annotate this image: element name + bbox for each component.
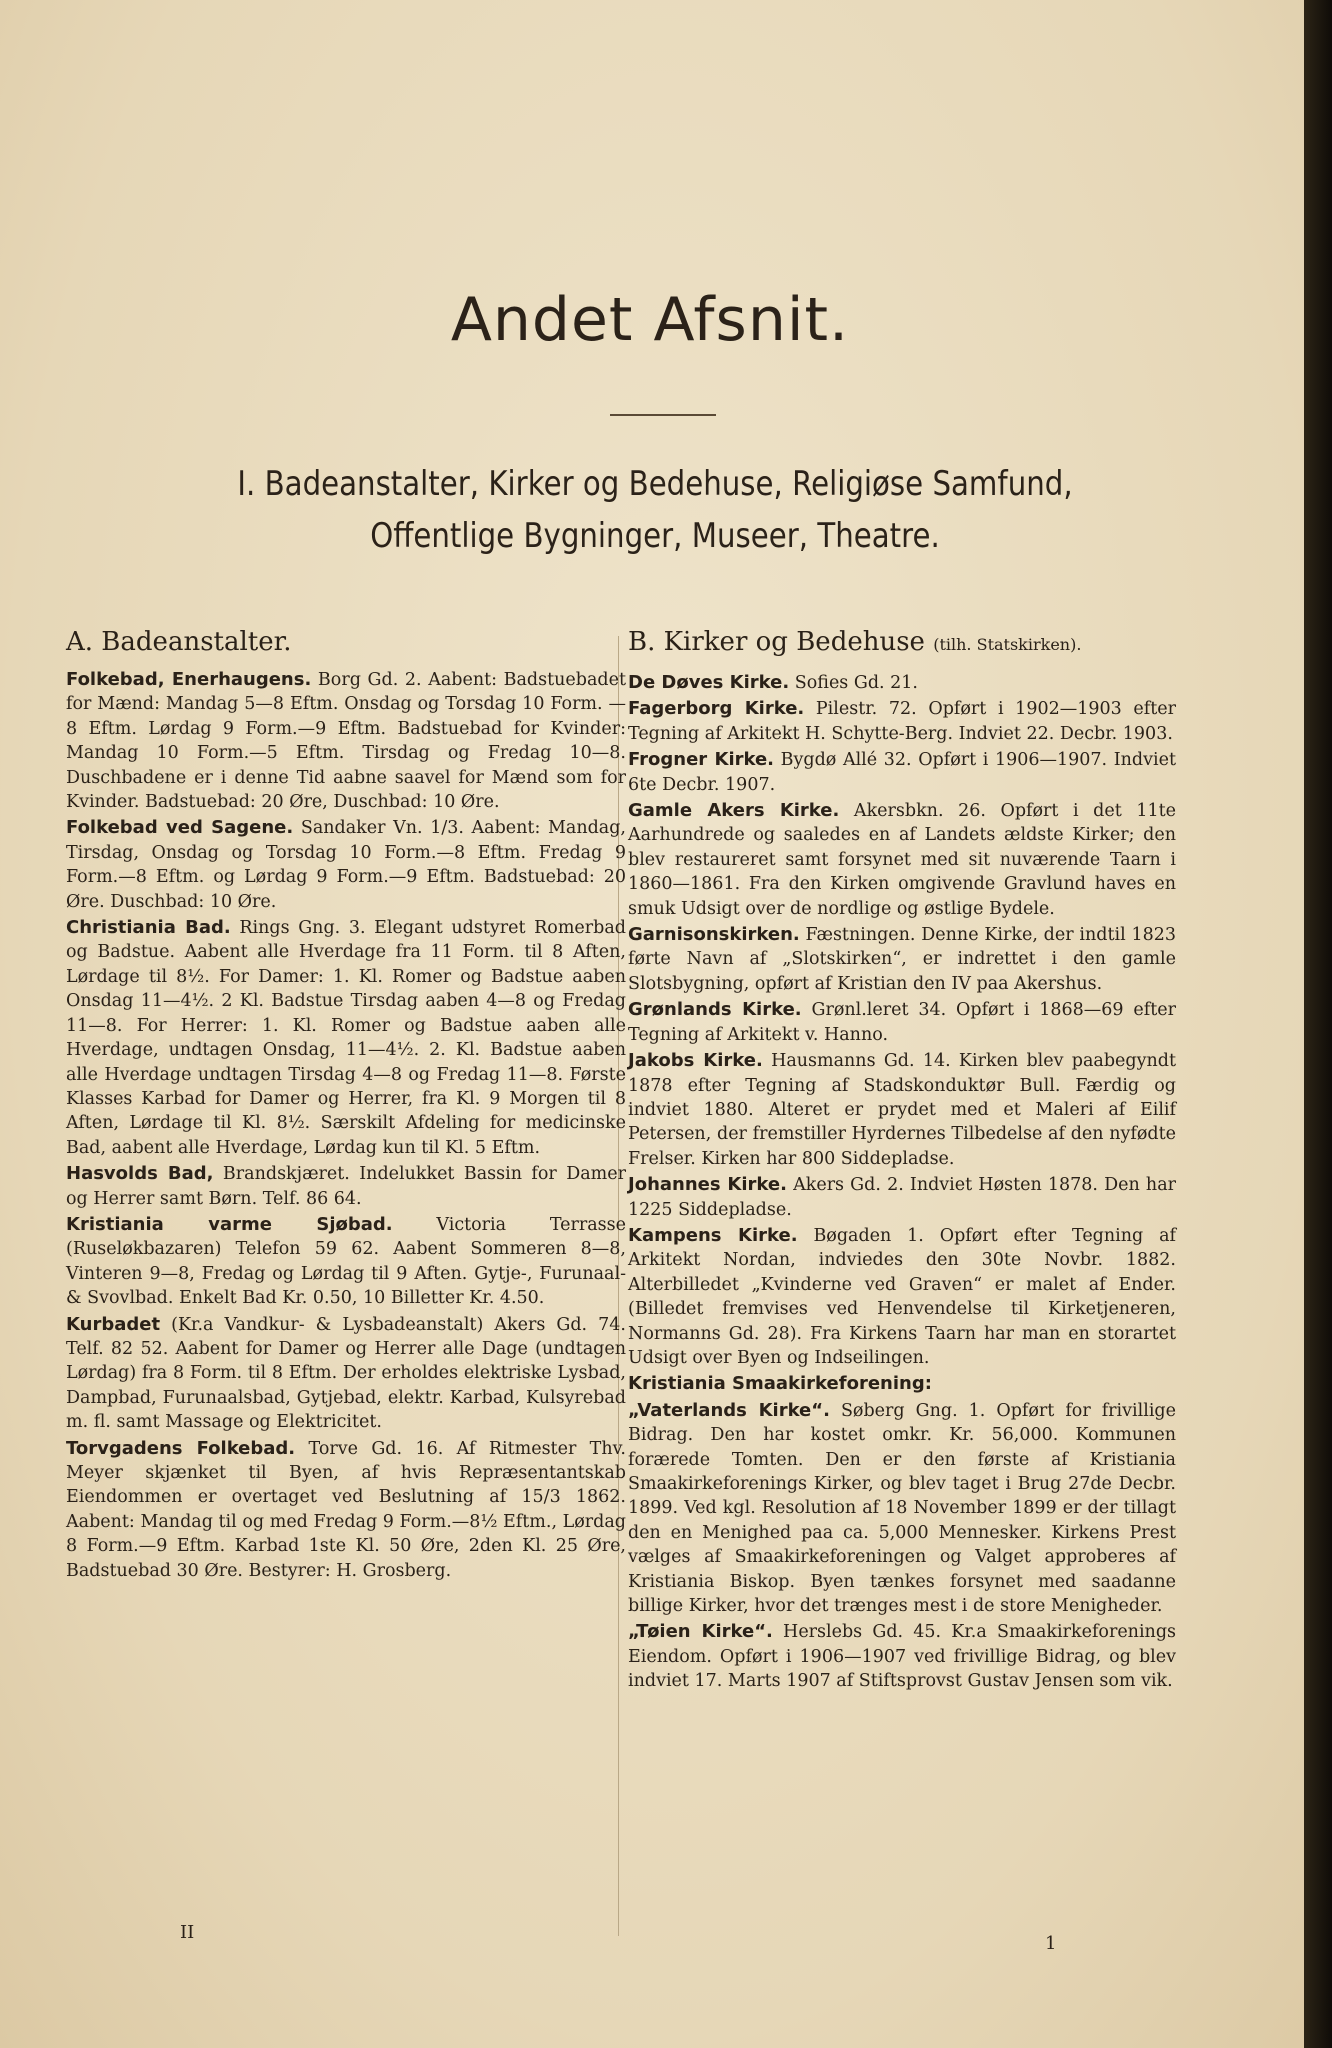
entry-name: Christiania Bad. [66, 917, 231, 939]
entry [628, 1620, 1176, 1693]
entry [628, 1399, 1176, 1619]
entry-text: Bygdø Allé 32. Opført i 1906—1907. Indviet 6te Decbr. 1907. [628, 750, 1176, 795]
entry-name: Kampens Kirke. [628, 1224, 798, 1246]
entry-text: Sandaker Vn. 1/3. Aabent: Mandag, Tirsdag, Onsdag og Torsdag 10 Form.—8 Eftm. Fredag 9 Form.—8 Eftm. og Lørdag 9 Form.—9 Eftm. Badstuebad: 20 Øre. Duschbad: 10 Øre. [66, 818, 626, 912]
entry [66, 1213, 626, 1311]
entry-text: Grønl.leret 34. Opført i 1868—69 efter Tegning af Arkitekt v. Hanno. [628, 1000, 1176, 1045]
page-marker-right: 1 [1045, 1933, 1057, 1954]
left-column [66, 626, 626, 1585]
entry-text: Akers Gd. 2. Indviet Høsten 1878. Den har 1225 Siddepladse. [628, 1175, 1176, 1220]
entry-text: Rings Gng. 3. Elegant udstyret Romerbad og Badstue. Aabent alle Hverdage fra 11 Form. til 8 Aften, Lørdage til 8½. For Damer: 1. Kl. Romer og Badstue aaben Onsdag 11—4½. 2 Kl. Badstue Tirsdag aaben 4—8 og Fredag 11—8. For Herrer: 1. Kl. Romer og Badstue aaben alle Hverdage, undtagen Onsdag, 11—4½. 2. Kl. Badstue aaben alle Hverdage undtagen Tirsdag 4—8 og Fredag 11—8. Første Klasses Karbad for Damer og Herrer, fra Kl. 9 Morgen til 8 Aften, Lørdage til Kl. 8½. Særskilt Afdeling for medicinske Bad, aabent alle Hverdage, Lørdag kun til Kl. 5 Eftm. [66, 918, 626, 1158]
entry-text: Victoria Terrasse (Ruseløkbazaren) Telefon 59 62. Aabent Sommeren 8—8, Vinteren 9—8, Fredag og Lørdag til 9 Aften. Gytje-, Furunaal- & Svovlbad. Enkelt Bad Kr. 0.50, 10 Billetter Kr. 4.50. [66, 1214, 626, 1309]
entry [66, 1437, 626, 1583]
entry-name: Jakobs Kirke. [628, 1050, 763, 1072]
entry-text: Torve Gd. 16. Af Ritmester Thv. Meyer skjænket til Byen, af hvis Repræsentantskab Eiendommen er overtaget ved Beslutning af 15/3 1862. Aabent: Mandag til og med Fredag 9 Form.—8½ Eftm., Lørdag 8 Form.—9 Eftm. Karbad 1ste Kl. 50 Øre, 2den Kl. 25 Øre, Badstuebad 30 Øre. Bestyrer: H. Grosberg. [66, 1438, 626, 1581]
entry [66, 1313, 626, 1435]
entry-name: Gamle Akers Kirke. [628, 800, 840, 822]
section-heading [143, 458, 1166, 562]
entry [628, 697, 1176, 746]
entry-name: Folkebad, Enerhaugens. [66, 669, 312, 690]
right-entries [628, 671, 1176, 1370]
right-entries-2 [628, 1399, 1176, 1694]
entry [66, 816, 626, 914]
right-heading [628, 626, 1176, 661]
entry [628, 671, 1176, 695]
entry-text: Søberg Gng. 1. Opført for frivillige Bidrag. Den har kostet omkr. Kr. 56,000. Kommunen forærede Tomten. Den er den første af Kristiania Smaakirkeforenings Kirker, og blev taget i Brug 27de Decbr. 1899. Ved kgl. Resolution af 18 November 1899 er der tillagt den en Menighed paa ca. 5,000 Mennesker. Kirkens Prest vælges af Smaakirkeforeningen og Valget approberes af Kristiania Biskop. Byen tænkes forsynet med saadanne billige Kirker, hvor det trænges mest i de store Menigheder. [628, 1400, 1176, 1617]
entry-text: Sofies Gd. 21. [789, 673, 918, 693]
entry [66, 1162, 626, 1211]
entry-text: Borg Gd. 2. Aabent: Badstuebadet for Mænd: Mandag 5—8 Eftm. Onsdag og Torsdag 10 Form. —8 Eftm. Lørdag 9 Form.—9 Eftm. Badstuebad for Kvinder: Mandag 10 Form.—5 Eftm. Tirsdag og Fredag 10—8. Duschbadene er i denne Tid aabne saavel for Mænd som for Kvinder. Badstuebad: 20 Øre, Duschbad: 10 Øre. [66, 670, 626, 813]
entry-text: (Kr.a Vandkur- & Lysbadeanstalt) Akers Gd. 74. Telf. 82 52. Aabent for Damer og Herrer alle Dage (undtagen Lørdag) fra 8 Form. til 8 Eftm. Der erholdes elektriske Lysbad, Dampbad, Furunaalsbad, Gytjebad, elektr. Karbad, Kulsyrebad m. fl. samt Massage og Elektricitet. [66, 1314, 626, 1433]
entry [628, 923, 1176, 996]
entry-name: Johannes Kirke. [628, 1174, 787, 1196]
section-heading-line1: I. Badeanstalter, Kirker og Bedehuse, Religiøse Samfund, [237, 464, 1073, 504]
entry-text: Brandskjæret. Indelukket Bassin for Damer og Herrer samt Børn. Telf. 86 64. [66, 1164, 626, 1209]
entry [628, 998, 1176, 1047]
entry-text: Bøgaden 1. Opført efter Tegning af Arkitekt Nordan, indviedes den 30te Novbr. 1882. Alterbilledet „Kvinderne ved Graven“ er malet af Ender. (Billedet fremvises ved Henvendelse til Kirketjeneren, Normanns Gd. 28). Fra Kirkens Taarn har man en storartet Udsigt over Byen og Indseilingen. [628, 1225, 1176, 1368]
entry-name: Kurbadet [66, 1313, 161, 1335]
entry [628, 1049, 1176, 1171]
left-entries [66, 668, 626, 1583]
entry-name: Torvgadens Folkebad. [66, 1437, 296, 1459]
entry-name: „Tøien Kirke“. [628, 1621, 773, 1643]
page-marker-left: II [180, 1922, 195, 1943]
entry [628, 1173, 1176, 1222]
entry [628, 1224, 1176, 1370]
entry-name: „Vaterlands Kirke“. [628, 1399, 830, 1421]
entry-name: De Døves Kirke. [628, 672, 790, 693]
entry-name: Folkebad ved Sagene. [66, 817, 294, 839]
page-title: Andet Afsnit. [450, 285, 850, 355]
entry-text: Akersbkn. 26. Opført i det 11te Aarhundrede og saaledes en af Landets ældste Kirker; den blev restaureret samt forsynet med sit nuværende Taarn i 1860—1861. Fra den Kirken omgivende Gravlund haves en smuk Udsigt over de nordlige og østlige Bydele. [628, 801, 1176, 919]
entry-text: Herslebs Gd. 45. Kr.a Smaakirkeforenings Eiendom. Opført i 1906—1907 ved frivillige Bidrag, og blev indviet 17. Marts 1907 af Stiftsprovst Gustav Jensen som vik. [628, 1622, 1176, 1692]
page-edge-shadow [1304, 0, 1332, 2048]
subheading: Kristiania Smaakirkeforening: [628, 1373, 932, 1395]
entry [628, 748, 1176, 797]
entry-name: Kristiania varme Sjøbad. [66, 1213, 393, 1235]
entry-name: Fagerborg Kirke. [628, 698, 805, 720]
entry-text: Pilestr. 72. Opført i 1902—1903 efter Tegning af Arkitekt H. Schytte-Berg. Indviet 22. Decbr. 1903. [628, 699, 1176, 744]
section-heading-line2: Offentlige Bygninger, Museer, Theatre. [370, 516, 940, 556]
entry-name: Hasvolds Bad, [66, 1163, 214, 1185]
entry [66, 916, 626, 1160]
right-heading-text: B. Kirker og Bedehuse [628, 627, 925, 657]
entry [66, 668, 626, 814]
entry-text: Fæstningen. Denne Kirke, der indtil 1823 førte Navn af „Slotskirken“, er indrettet i den gamle Slotsbygning, opført af Kristian den IV paa Akershus. [628, 925, 1176, 994]
title-rule [610, 414, 716, 416]
left-heading: A. Badeanstalter. [66, 627, 292, 657]
entry-text: Hausmanns Gd. 14. Kirken blev paabegyndt 1878 efter Tegning af Stadskonduktør Bull. Færdig og indviet 1880. Alteret er prydet med et Maleri af Eilif Petersen, der fremstiller Hyrdernes Tilbedelse af den nyfødte Frelser. Kirken har 800 Siddepladse. [628, 1051, 1176, 1169]
entry-name: Frogner Kirke. [628, 749, 775, 771]
entry-name: Garnisonskirken. [628, 924, 800, 946]
entry-name: Grønlands Kirke. [628, 999, 802, 1021]
right-heading-note: (tilh. Statskirken). [933, 635, 1082, 654]
right-column [628, 626, 1176, 1696]
entry [628, 799, 1176, 921]
